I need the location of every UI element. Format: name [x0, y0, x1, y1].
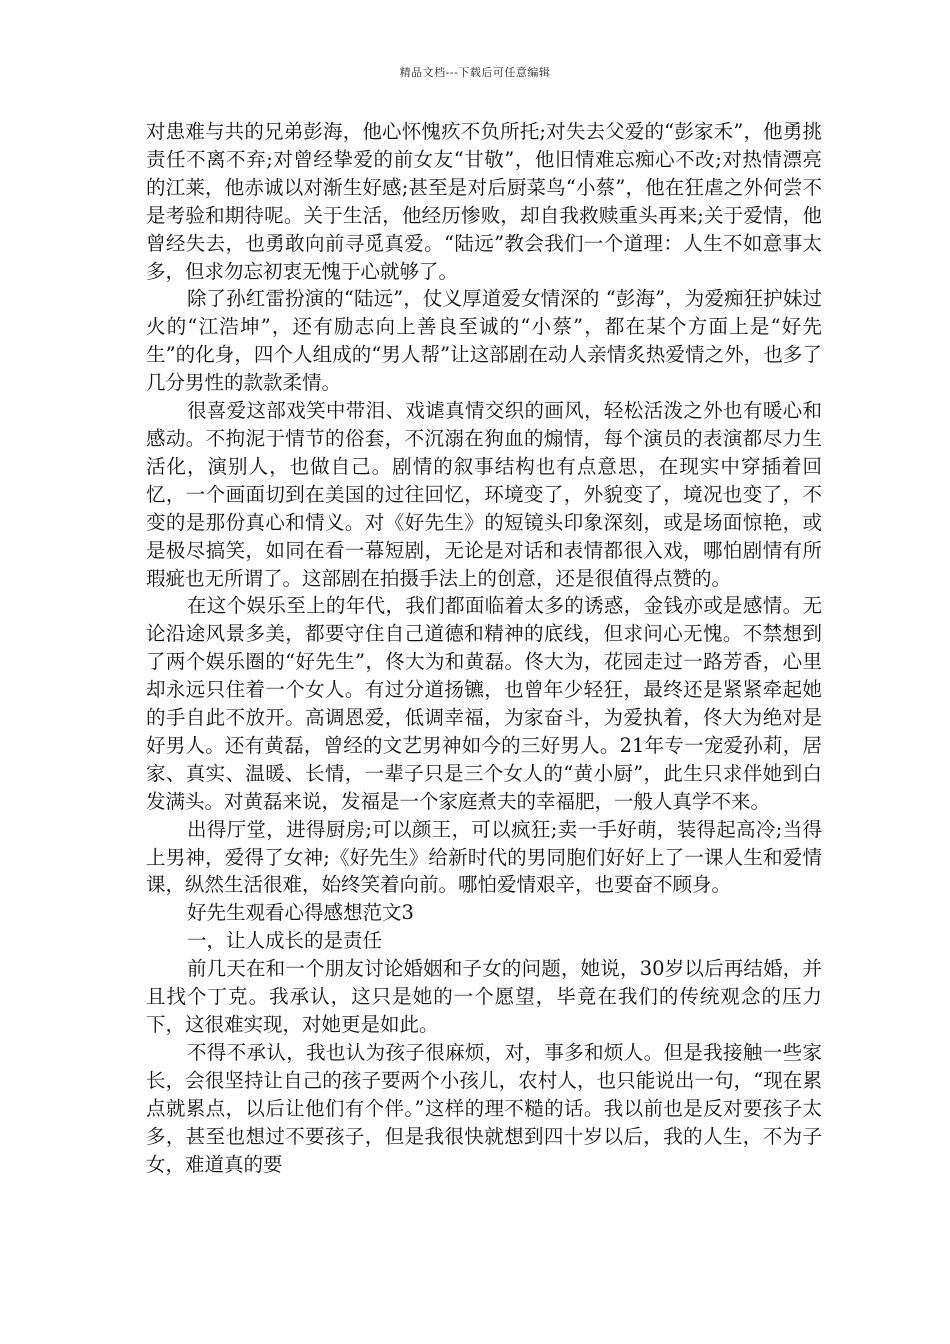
paragraph-4: 在这个娱乐至上的年代，我们都面临着太多的诱惑，金钱亦或是感情。无论沿途风景多美，都要守住自己道德和精神的底线，但求问心无愧。不禁想到了两个娱乐圈的“好先生”，佟大为和黄磊。佟大为，花园走过一路芳香，心里却永远只住着一个女人。有过分道扬镳，也曾年少轻狂，最终还是紧紧牵起她的手自此不放开。高调恩爱，低调幸福，为家奋斗，为爱执着，佟大为绝对是好男人。还有黄磊，曾经的文艺男神如今的三好男人。21年专一宠爱孙莉，居家、真实、温暖、长情，一辈子只是三个女人的“黄小厨”，此生只求伴她到白发满头。对黄磊来说，发福是一个家庭煮夫的幸福肥，一般人真学不来。 [146, 594, 822, 813]
paragraph-3: 很喜爱这部戏笑中带泪、戏谑真情交织的画风，轻松活泼之外也有暖心和感动。不拘泥于情节的俗套，不沉溺在狗血的煽情，每个演员的表演都尽力生活化，演别人，也做自己。剧情的叙事结构也有点意思，在现实中穿插着回忆，一个画面切到在美国的过往回忆，环境变了，外貌变了，境况也变了，不变的是那份真心和情义。对《好先生》的短镜头印象深刻，或是场面惊艳，或是极尽搞笑，如同在看一幕短剧，无论是对话和表情都很入戏，哪怕剧情有所瑕疵也无所谓了。这部剧在拍摄手法上的创意，还是很值得点赞的。 [146, 399, 822, 590]
paragraph-6: 前几天在和一个朋友讨论婚姻和子女的问题，她说，30岁以后再结婚，并且找个丁克。我承认，这只是她的一个愿望，毕竟在我们的传统观念的压力下，这很难实现，对她更是如此。 [146, 957, 822, 1036]
section-title: 好先生观看心得感想范文3 [186, 901, 414, 925]
document-body [146, 118, 822, 1178]
paragraph-5: 出得厅堂，进得厨房;可以颜王，可以疯狂;卖一手好萌，装得起高冷;当得上男神，爱得了女神;《好先生》给新时代的男同胞们好好上了一课人生和爱情课，纵然生活很难，始终笑着向前。哪怕爱情艰辛，也要奋不顾身。 [146, 817, 822, 897]
paragraph-2: 除了孙红雷扮演的“陆远”，仗义厚道爱女情深的 “彭海”，为爱痴狂护妹过火的“江浩坤”，还有励志向上善良至诚的“小蔡”，都在某个方面上是“好先生”的化身，四个人组成的“男人帮”让这部剧在动人亲情炙热爱情之外，也多了几分男性的款款柔情。 [146, 287, 822, 395]
paragraph-7: 不得不承认，我也认为孩子很麻烦，对，事多和烦人。但是我接触一些家长，会很坚持让自己的孩子要两个小孩儿，农村人，也只能说出一句，“现在累点就累点，以后让他们有个伴。”这样的理不糙的话。我以前也是反对要孩子太多，甚至也想过不要孩子，但是我很快就想到四十岁以后，我的人生，不为子女，难道真的要 [146, 1040, 822, 1176]
page-header: 精品文档---下载后可任意编辑 [399, 66, 551, 79]
paragraph-1: 对患难与共的兄弟彭海，他心怀愧疚不负所托;对失去父爱的“彭家禾”，他勇挑责任不离不弃;对曾经挚爱的前女友“甘敬”，他旧情难忘痴心不改;对热情漂亮的江莱，他赤诚以对渐生好感;甚至是对后厨菜鸟“小蔡”，他在狂虐之外何尝不是考验和期待呢。关于生活，他经历惨败，却自我救赎重头再来;关于爱情，他曾经失去，也勇敢向前寻觅真爱。“陆远”教会我们一个道理：人生不如意事太多，但求勿忘初衷无愧于心就够了。 [146, 120, 822, 283]
subheading: 一，让人成长的是责任 [186, 929, 382, 953]
